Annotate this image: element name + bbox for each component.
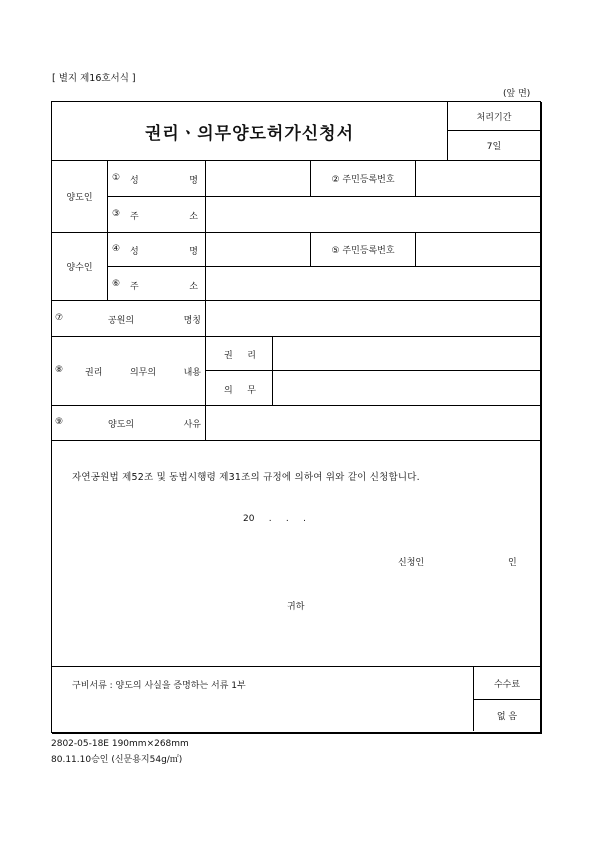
transferor-name-label: 성 명 — [130, 176, 198, 186]
transferee-id-field[interactable] — [416, 233, 540, 266]
page-side-label: (앞 면) — [503, 89, 531, 99]
transferor-address-label: 주 소 — [130, 212, 198, 222]
processing-period-label: 처리기간 — [476, 112, 512, 123]
divider — [107, 161, 108, 300]
transferee-label: 양수인 — [66, 263, 93, 273]
divider — [52, 666, 540, 667]
field-number: ⑦ — [55, 313, 64, 323]
addressee-label: 귀하 — [287, 602, 305, 612]
field-number: ⑥ — [112, 279, 121, 289]
transferor-name-field[interactable] — [206, 161, 310, 196]
right-field[interactable] — [273, 337, 540, 370]
field-number: ⑨ — [55, 417, 64, 427]
transferee-name-label: 성 명 — [130, 247, 198, 257]
transferee-address-label: 주 소 — [130, 282, 198, 292]
fee-label: 수수료 — [493, 679, 521, 690]
form-code: 2802-05-18E 190mm×268mm — [51, 739, 189, 749]
transferor-id-label: ② 주민등록번호 — [331, 175, 395, 185]
form-number-label: [ 별지 제16호서식 ] — [52, 73, 136, 84]
form-title: 권리ㆍ의무양도허가신청서 — [144, 123, 355, 144]
park-name-field[interactable] — [206, 301, 540, 336]
applicant-label: 신청인 — [398, 558, 425, 568]
rights-content-label: 권리 의무의 내용 — [85, 368, 201, 378]
transferee-id-label: ⑤ 주민등록번호 — [331, 246, 395, 256]
applicant-name-field[interactable] — [430, 550, 500, 568]
approval-note: 80.11.10승인 (신문용지54g/㎡) — [51, 755, 183, 765]
field-number: ① — [112, 173, 121, 183]
reason-field[interactable] — [206, 406, 540, 440]
reason-label: 양도의 사유 — [108, 420, 201, 430]
application-statement: 자연공원법 제52조 및 동법시행령 제31조의 규정에 의하여 위와 같이 신청합니다. — [72, 472, 420, 483]
field-number: ④ — [112, 244, 121, 254]
duty-label: 의 무 — [224, 386, 256, 396]
transferor-address-field[interactable] — [206, 197, 540, 232]
transferee-address-field[interactable] — [206, 267, 540, 300]
seal-mark: 인 — [508, 558, 517, 568]
right-label: 권 리 — [224, 351, 256, 361]
transferor-label: 양도인 — [66, 193, 93, 203]
date-line: 20 . . . — [243, 514, 306, 524]
fee-value: 없 음 — [496, 712, 518, 722]
transferee-name-field[interactable] — [206, 233, 310, 266]
divider — [52, 440, 540, 441]
park-name-label: 공원의 명칭 — [108, 316, 201, 326]
field-number: ⑧ — [55, 365, 64, 375]
transferor-id-field[interactable] — [416, 161, 540, 196]
processing-period-value: 7일 — [486, 142, 502, 152]
required-documents: 구비서류 : 양도의 사실을 증명하는 서류 1부 — [72, 681, 246, 691]
field-number: ③ — [112, 209, 121, 219]
duty-field[interactable] — [273, 371, 540, 405]
